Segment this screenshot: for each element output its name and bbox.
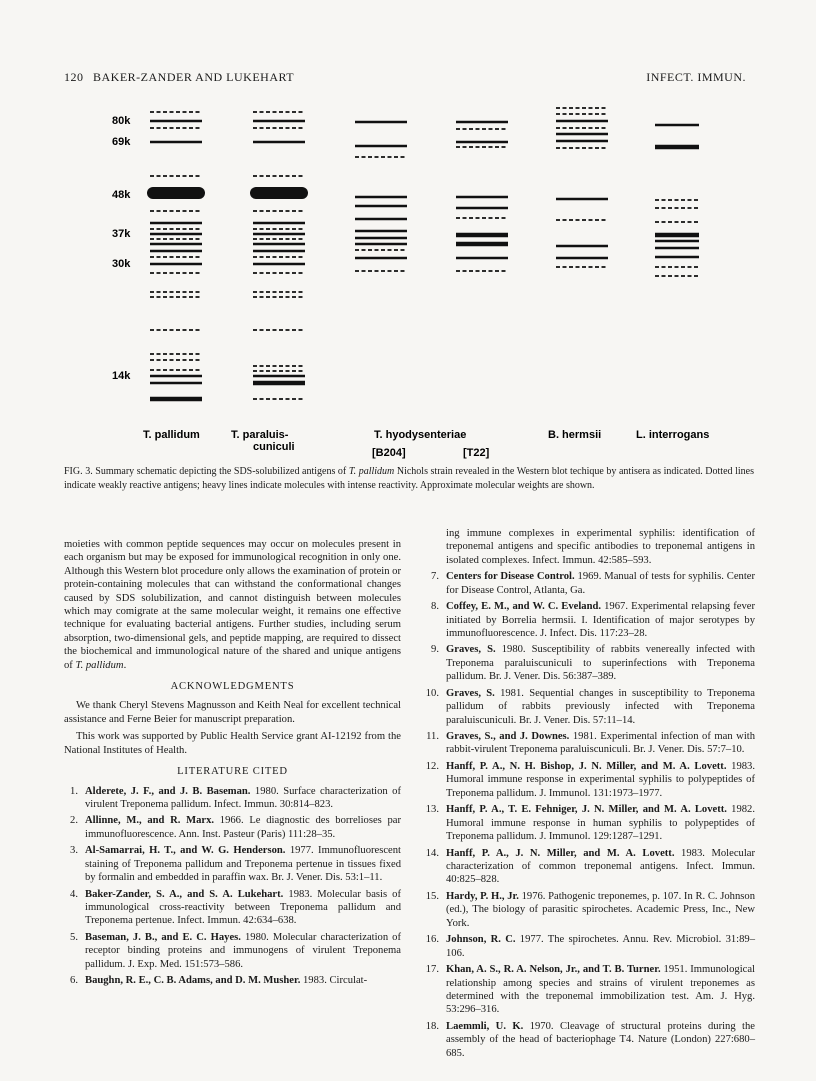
caption-text: Summary schematic depicting the SDS-solubilized antigens of (95, 466, 349, 477)
reference-number: 8. (431, 601, 439, 613)
journal-name: INFECT. IMMUN. (646, 70, 746, 84)
reference-item (64, 844, 401, 884)
mw-label-30k: 30k (112, 258, 131, 270)
reference-item (425, 730, 755, 757)
reference-number: 18. (425, 1020, 439, 1032)
funding-text: This work was supported by Public Health Service grant AI-12192 from the National Institutes of Health. (64, 731, 401, 756)
reference-number: 5. (70, 931, 78, 943)
reference-details: 1983. Molecular characterization of common treponemal antigens. Infect. Immun. 40:825–828. (446, 847, 756, 886)
left-column (64, 538, 401, 991)
reference-authors: Alderete, J. F., and J. B. Baseman. (85, 785, 251, 797)
reference-item (425, 890, 755, 930)
reference-authors: Johnson, R. C. (446, 934, 516, 946)
reference-details: 1966. Le diagnostic des borrelioses par immunofluorescence. Ann. Inst. Pasteur (Paris) 111:28–35. (85, 815, 402, 840)
molecular-weight-axis (112, 115, 131, 382)
reference-item (425, 847, 755, 887)
reference-details: 1967. Experimental relapsing fever initiated by Borrelia hermsii. I. Identification of major serotypes by immunofluorescence. J. Infect. Dis. 117:23–28. (446, 601, 755, 639)
reference-item (425, 760, 755, 800)
acknowledgments-heading: ACKNOWLEDGMENTS (170, 681, 295, 693)
reference-item (425, 803, 755, 843)
reference-item (425, 1020, 755, 1060)
reference-number: 13. (425, 804, 439, 816)
reference-details: 1980. Molecular characterization of receptor binding proteins and immunogens of virulent Treponema pallidum. J. Exp. Med. 151:573–586. (85, 931, 402, 970)
literature-cited-heading: LITERATURE CITED (177, 766, 288, 778)
reference-item (425, 687, 755, 727)
reference-details: 1976. Pathogenic treponemes, p. 107. In R. C. Johnson (ed.), The biology of parasitic spirochetes. Academic Press, Inc., New York. (446, 890, 755, 929)
reference-number: 10. (425, 687, 439, 699)
reference-item (425, 600, 755, 640)
reference-authors: Hanff, P. A., T. E. Fehniger, J. N. Miller, and M. A. Lovett. (446, 804, 727, 816)
reference-details: 1980. Surface characterization of virulent Treponema pallidum. Infect. Immun. 30:814–823. (85, 785, 401, 810)
reference-authors: Graves, S. (446, 687, 495, 699)
mw-label-80k: 80k (112, 115, 131, 127)
reference-authors: Hanff, P. A., N. H. Bishop, J. N. Miller, and M. A. Lovett. (446, 760, 727, 772)
reference-authors: Graves, S., and J. Downes. (446, 731, 570, 743)
acknowledgment-text: We thank Cheryl Stevens Magnusson and Keith Neal for excellent technical assistance and Ferne Beier for manuscript preparation. (64, 700, 401, 725)
reference-number: 3. (70, 845, 78, 857)
reference-item (64, 814, 401, 841)
reference-number: 2. (70, 815, 78, 827)
reference-details: 1977. The spirochetes. Annu. Rev. Microbiol. 31:89–106. (446, 934, 755, 959)
reference-authors: Baughn, R. E., C. B. Adams, and D. M. Musher. (85, 975, 301, 987)
reference-number: 4. (70, 888, 78, 900)
reference-details: 1983. Molecular basis of immunological cross-reactivity between Treponema pallidum and Treponema pertenue. Infect. Immun. 42:634–638. (85, 888, 402, 927)
lane-label: L. interrogans (636, 429, 710, 441)
reference-item (425, 570, 755, 597)
antigen-bands (150, 108, 699, 399)
reference-number: 7. (431, 571, 439, 583)
reference-authors: Hardy, P. H., Jr. (446, 890, 519, 902)
right-column (425, 527, 755, 1063)
reference-authors: Coffey, E. M., and W. C. Eveland. (446, 601, 602, 613)
reference-authors: Al-Samarrai, H. T., and W. G. Henderson. (85, 845, 286, 857)
reference-details: 1981. Sequential changes in susceptibility to Treponema pallidum of rabbits previously infected with Treponema paraluiscuniculi. Br. J. Vener. Dis. 57:11–14. (446, 687, 755, 726)
caption-label: FIG. 3. (64, 466, 93, 477)
reference-details: 1970. Cleavage of structural proteins during the assembly of the head of bacteriophage T4. Nature (London) 227:680–685. (446, 1020, 755, 1059)
reference-details: 1951. Immunological relationship among species and strains of virulent treponemes as determined with the treponemal immobilization test. Am. J. Hyg. 53:296–316. (446, 964, 755, 1016)
reference-number: 17. (425, 964, 439, 976)
strain-label: [T22] (463, 447, 490, 459)
reference-details: 1983. Humoral immune response in experimental syphilis to polypeptides of Treponema pallidum. J. Immunol. 131:1973–1977. (446, 760, 755, 799)
page-number: 120 (64, 70, 84, 84)
reference-number: 1. (70, 785, 78, 797)
reference-details: 1969. Manual of tests for syphilis. Center for Disease Control, Atlanta, Ga. (446, 571, 755, 596)
reference-authors: Khan, A. S., R. A. Nelson, Jr., and T. B. Turner. (446, 964, 661, 976)
mw-label-37k: 37k (112, 228, 131, 240)
reference-continuation: ing immune complexes in experimental syphilis: identification of treponemal antigens and specific antibodies to treponemal antigens in isolated complexes. Infect. Immun. 42:585–593. (446, 528, 755, 566)
lane-label: B. hermsii (548, 429, 602, 441)
mw-label-48k: 48k (112, 189, 131, 201)
reference-authors: Graves, S. (446, 644, 496, 656)
reference-authors: Hanff, P. A., J. N. Miller, and M. A. Lovett. (446, 847, 675, 859)
reference-number: 9. (431, 644, 439, 656)
reference-details: 1980. Susceptibility of rabbits venereally infected with Treponema paraluiscuniculi to superinfections with Treponema pallidum. Br. J. Vener. Dis. 56:387–389. (446, 644, 756, 683)
reference-authors: Allinne, M., and R. Marx. (85, 815, 215, 827)
reference-item (64, 974, 401, 987)
reference-list-right (425, 570, 755, 1060)
mw-label-69k: 69k (112, 136, 131, 148)
reference-item (425, 643, 755, 683)
lane-label: cuniculi (253, 441, 295, 453)
figure-caption (64, 465, 754, 492)
reference-item (425, 963, 755, 1017)
running-title: BAKER-ZANDER AND LUKEHART (93, 70, 295, 84)
lane-label: T. paraluis- (231, 429, 289, 441)
reference-number: 6. (70, 975, 78, 987)
reference-number: 14. (425, 847, 439, 859)
lane-label: T. pallidum (143, 429, 200, 441)
reference-number: 12. (425, 760, 439, 772)
lane-labels (143, 429, 709, 459)
reference-authors: Laemmli, U. K. (446, 1020, 524, 1032)
reference-item (64, 931, 401, 971)
reference-details: 1981. Experimental infection of man with rabbit-virulent Treponema paraluiscuniculi. Br. J. Vener. Dis. 57:7–10. (446, 731, 756, 756)
body-paragraph: moieties with common peptide sequences may occur on molecules present in each organism but may be exposed for immunological recognition in only one. Although this Western blot procedure only allows the examination of protein or protein-containing molecules that can withstand the conformational changes caused by SDS solubilization, and cannot distinguish between molecules which may comigrate at the same molecular weight, it remains one effective technique for evaluating bacterial antigens. Further studies, including serum absorption, two-dimensional gels, and peptide mapping, are required to dissect the biochemical and immunological nature of the shared and unique antigens of T. pallidum. (64, 539, 401, 671)
mw-label-14k: 14k (112, 370, 131, 382)
reference-number: 15. (425, 890, 439, 902)
reference-authors: Baseman, J. B., and E. C. Hayes. (85, 931, 241, 943)
reference-number: 11. (426, 731, 439, 743)
reference-item (425, 933, 755, 960)
reference-item (64, 888, 401, 928)
reference-details: 1983. Circulat- (300, 975, 368, 987)
lane-label: T. hyodysenteriae (374, 429, 467, 441)
reference-authors: Centers for Disease Control. (446, 571, 575, 583)
reference-details: 1982. Humoral immune response in human syphilis to polypeptides of Treponema pallidum. J. Immunol. 129:1287–1291. (446, 804, 755, 843)
strain-label: [B204] (372, 447, 406, 459)
reference-details: 1977. Immunofluorescent staining of Treponema pallidum and Treponema pertenue in tissues fixed by formalin and embedded in paraffin wax. Br. J. Vener. Dis. 53:1–11. (85, 845, 401, 884)
western-blot-schematic (0, 0, 816, 460)
reference-number: 16. (425, 934, 439, 946)
reference-item (64, 785, 401, 812)
reference-authors: Baker-Zander, S. A., and S. A. Lukehart. (85, 888, 284, 900)
caption-text-end: Nichols strain revealed in the Western blot techique by antisera as indicated. Dotted lines indicate weakly reactive antigens; heavy lines indicate molecules with intense reactivity. Approximate molecular weights are shown. (64, 466, 754, 491)
reference-list-left (64, 785, 401, 988)
caption-italic: T. pallidum (348, 466, 395, 477)
